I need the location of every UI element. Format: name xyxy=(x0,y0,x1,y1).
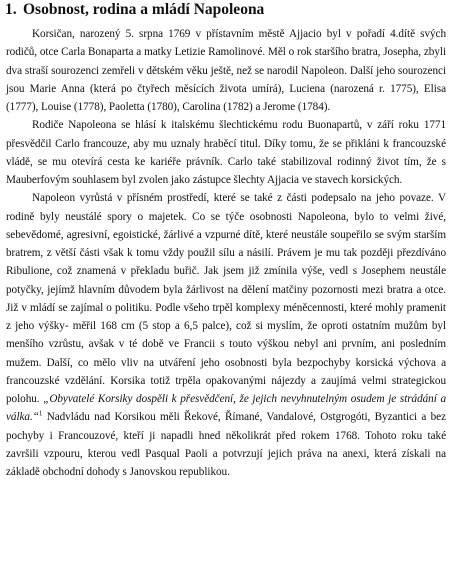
footnote-reference[interactable]: 1 xyxy=(38,409,43,418)
paragraph-upbringing-continuation: Nadvládu nad Korsikou měli Řekové, Římané, Vandalové, Ostgrogóti, Byzantici a bez pochyby i Francouzové, kteří ji napadli hned několikrát před rokem 1768. Tohoto roku také završili vzpouru, kterou vedl Pasqual Paoli a potvrzují jejich práva na anexi, která získali na základě obchodní dohody s Janovskou republikou. xyxy=(6,411,446,478)
corsica-quote: „Obyvatelé Korsiky dospěli k přesvědčení, že jejich nevyhnutelným osudem je strádání a válka.“ xyxy=(6,393,446,424)
paragraph-parents: Rodiče Napoleona se hlásí k italskému šlechtickému rodu Buonapartů, v září roku 1771 přesvědčil Carlo francouze, aby mu uznaly hraběcí titul. Díky tomu, že se přikláni k francouzské vládě, se mu otevírá cesta ke kariéře právník. Carlo také stabilizoval rodinný život tím, že s Mauberfovým souhlasem byl zvolen jako zástupce šlechty Ajjacia ve stavech korsických. xyxy=(6,119,446,186)
paragraph-upbringing xyxy=(6,189,446,481)
chapter-heading xyxy=(5,1,264,19)
paragraph-upbringing-text: Napoleon vyrůstá v přísném prostředí, které se také z části podepsalo na jeho povaze. V rodině byly neustálé spory o majetek. Co se týče osobnosti Napoleona, bylo to velmi živé, sebevědomé, agresivní, egoistické, žárlivé a vzpurné dítě, které neustále soupeřilo se svým starším bratrem, z větší části však k tomu vždy použil sílu a násilí. Právem je mu tak později přezdíváno Ribulione, což znamená v překladu buřič. Jak jsem již zmínila výše, vedl s Josephem neustále potyčky, jejímž hlavním důvodem byla žárlivost na dělení matčiny pozornosti mezi bratra a otce. Již v mládí se zajímal o politiku. Podle všeho trpěl komplexy méněcennosti, které mohly pramenit z jeho výšky- měřil 168 cm (5 stop a 6,5 palce), což si myslím, že oproti ostatním mužům byl menšího vzrůstu, avšak v té době ve Francii s touto výškou nebyl ani prvním, ani posledním mužem. Další, co mělo vliv na utváření jeho osobnosti byla bezpochyby korsická výchova a francouzské vzdělání. Korsika totiž trpěla opakovanými nájezdy a zaujímá velmi strategickou polohu. xyxy=(6,192,446,405)
chapter-number: 1. xyxy=(5,1,17,18)
chapter-title: Osobnost, rodina a mládí Napoleona xyxy=(23,1,265,18)
chapter-body xyxy=(6,25,446,481)
paragraph-family: Korsičan, narozený 5. srpna 1769 v přístavním městě Ajjacio byl v pořadí 4.dítě svých rodičů, otce Carla Bonaparta a matky Letizie Ramolinové. Měl o rok staršího bratra, Josepha, zbyli dva straší sourozenci zemřeli v dětském věku ještě, než se narodil Napoleon. Další jeho sourozenci jsou Marie Anna (která po čtyřech měsících života umírá), Luciena (narozená r. 1775), Elisa (1777), Louise (1778), Paoletta (1780), Carolina (1782) a Jerome (1784). xyxy=(6,28,446,113)
